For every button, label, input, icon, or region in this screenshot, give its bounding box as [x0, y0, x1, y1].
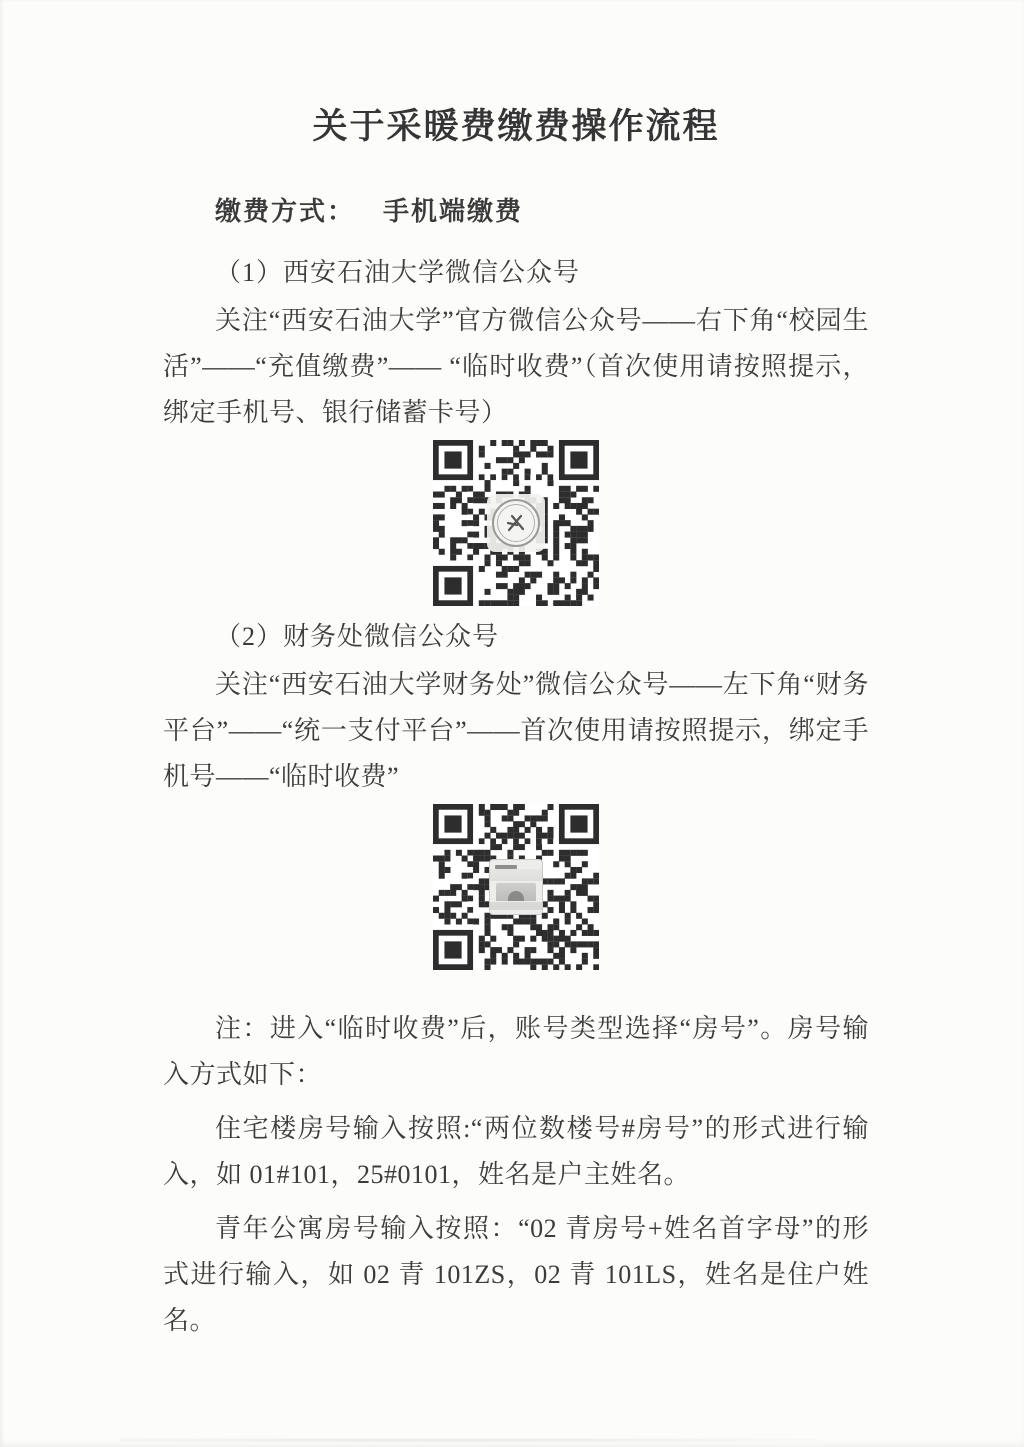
note-paragraph-2: 住宅楼房号输入按照:“两位数楼号#房号”的形式进行输入，如 01#101，25#0101，姓名是户主姓名。 [163, 1114, 869, 1189]
note-paragraph-3: 青年公寓房号输入按照：“02 青房号+姓名首字母”的形式进行输入，如 02 青 101ZS，02 青 101LS，姓名是住户姓名。 [163, 1214, 869, 1335]
qr-2-center-logo campus-photo-icon [489, 859, 543, 915]
emblem-glyph [505, 512, 527, 534]
document-title: 关于采暖费缴费操作流程 [312, 107, 720, 146]
photo-arch [508, 891, 524, 901]
emblem-inner-ring [497, 504, 535, 542]
document-content [163, 0, 869, 1344]
section-2-paragraph: 关注“西安石油大学财务处”微信公众号——左下角“财务平台”——“统一支付平台”——首次使用请按照提示，绑定手机号——“临时收费” [163, 670, 869, 791]
section-2-heading: （2）财务处微信公众号 [215, 622, 500, 651]
photo-building [496, 883, 536, 901]
qr-code-2 [433, 804, 599, 970]
qr-1-center-logo [487, 494, 545, 552]
section-1-paragraph: 关注“西安石油大学”官方微信公众号——右下角“校园生活”——“充值缴费”—— “临时收费”（首次使用请按照提示，绑定手机号、银行储蓄卡号） [163, 306, 869, 427]
notes-block [163, 1006, 869, 1344]
payment-method-label: 缴费方式： [215, 197, 356, 226]
photo-sky [490, 869, 542, 881]
photo-ground [490, 902, 542, 910]
scan-artifact [120, 1437, 820, 1443]
note-paragraph-1: 注：进入“临时收费”后，账号类型选择“房号”。房号输入方式如下： [163, 1014, 869, 1089]
section-1-heading: （1）西安石油大学微信公众号 [215, 258, 581, 287]
university-emblem-icon [492, 499, 540, 547]
payment-method-line [163, 196, 869, 228]
qr-code-1 [433, 440, 599, 606]
payment-method-value: 手机端缴费 [383, 197, 524, 226]
